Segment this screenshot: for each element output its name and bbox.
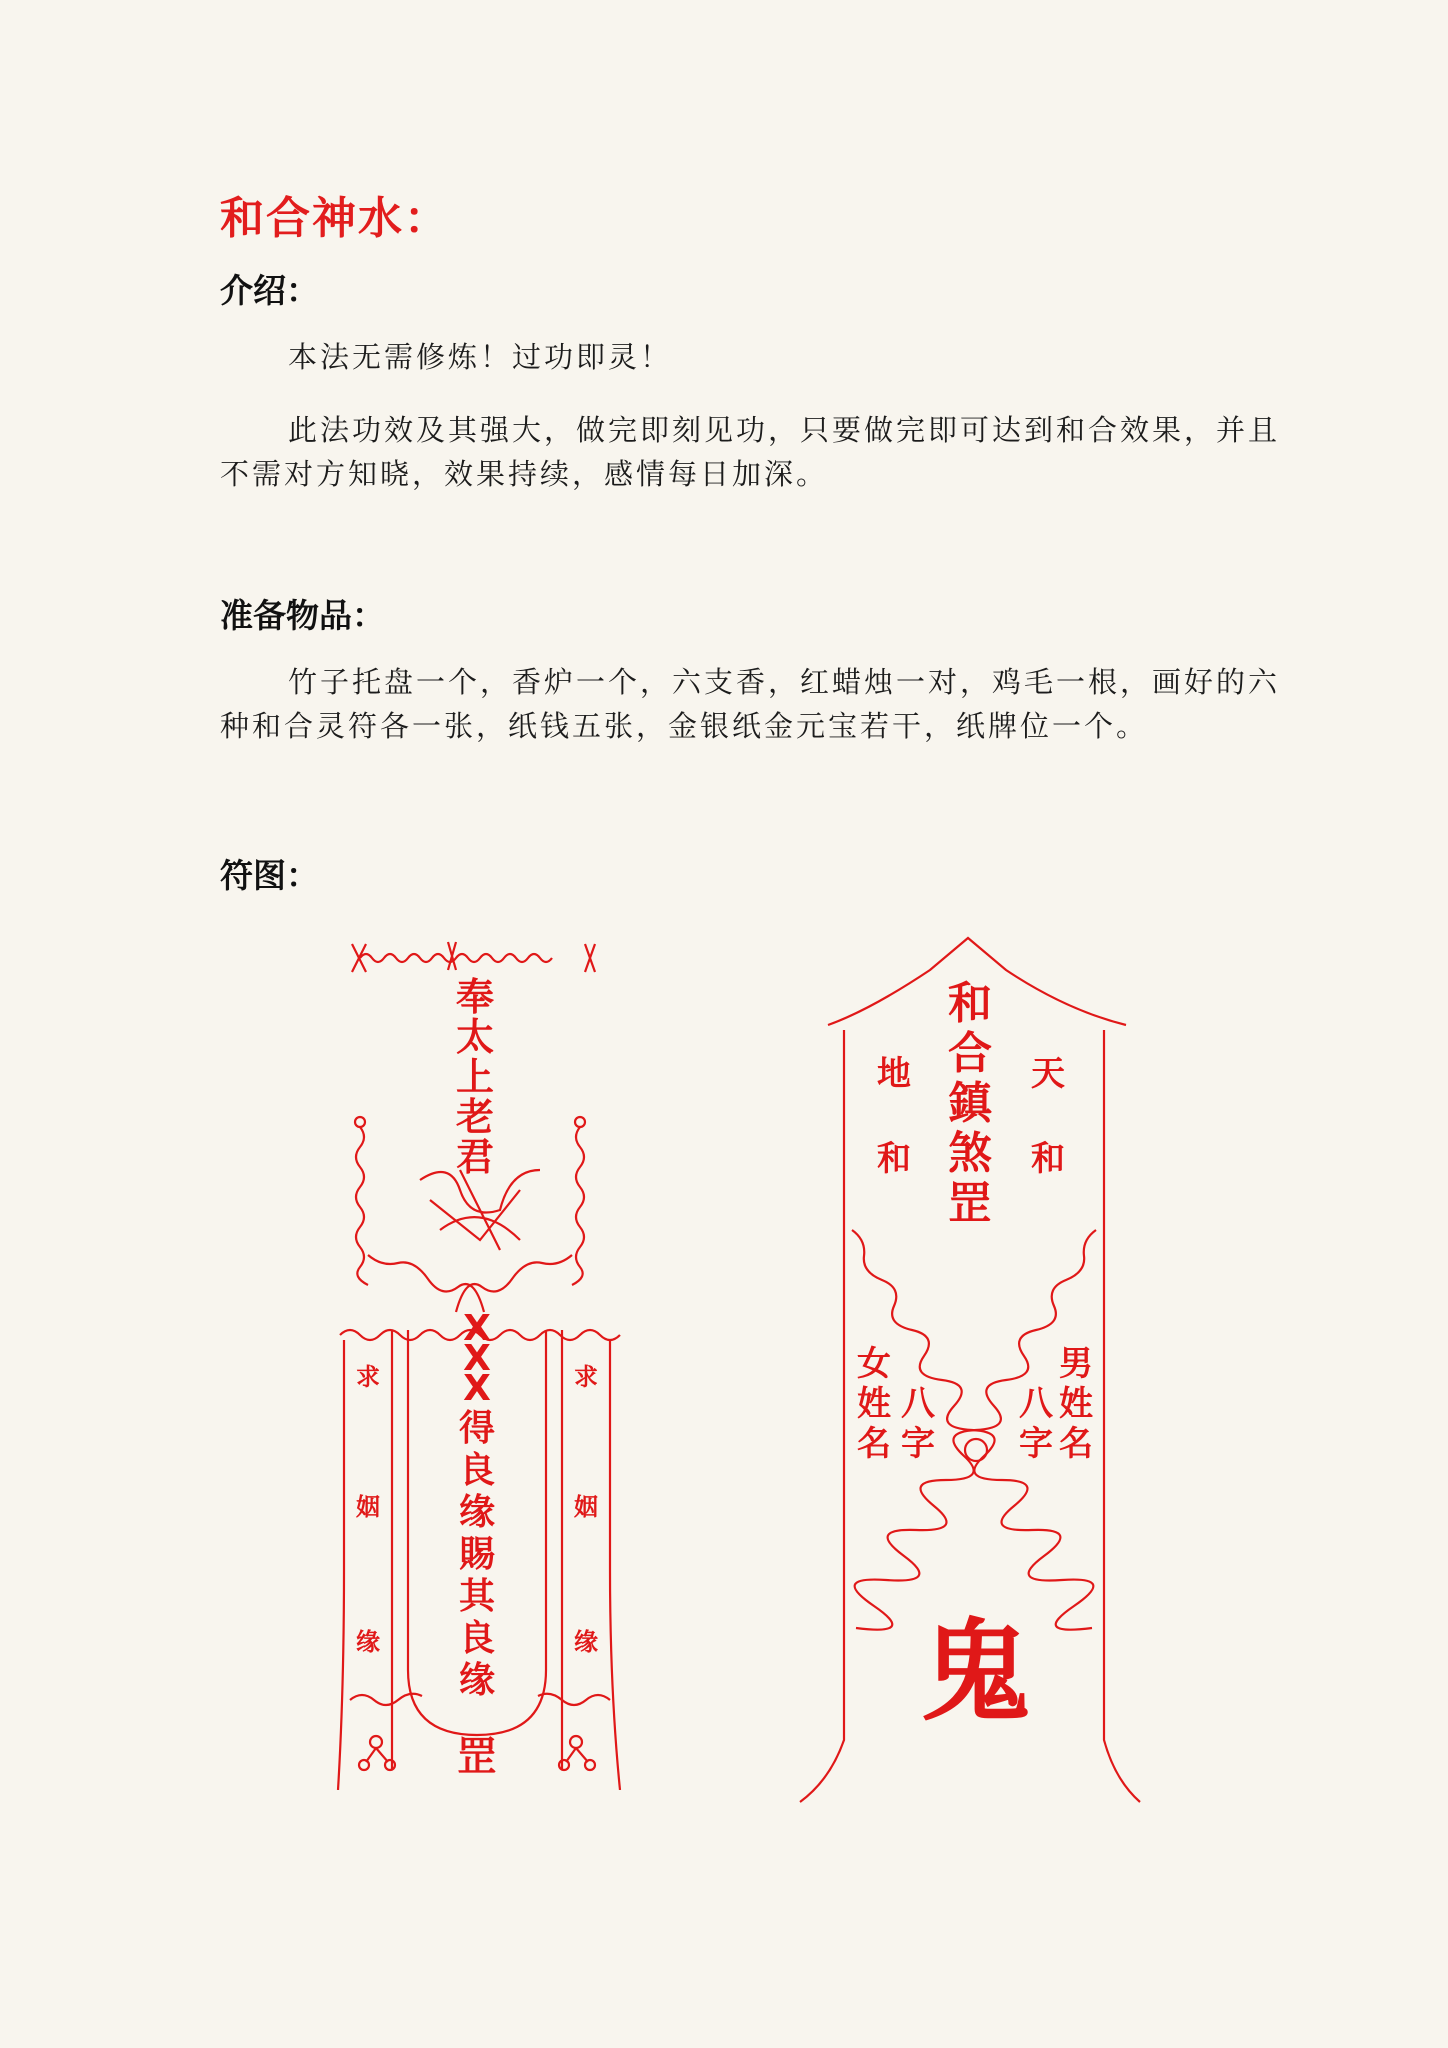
intro-paragraph-1: 本法无需修炼！过功即灵！ [288,340,673,374]
talisman-left [330,930,630,1790]
right-right-top-0: 天 [1031,1054,1065,1094]
right-male-bazi-1: 字 [1019,1424,1053,1464]
left-center-char-2: X [463,1368,491,1409]
right-center-char-4: 罡 [948,1178,992,1229]
right-center-char-2: 鎮 [948,1078,992,1129]
left-center-char-8: 良 [458,1618,496,1659]
right-right-top-1: 和 [1031,1139,1065,1179]
left-bottom-char: 罡 [457,1734,497,1780]
left-center-char-1: X [463,1338,491,1379]
materials-heading: 准备物品： [220,596,385,635]
left-top-char-0: 奉 [455,975,495,1019]
left-center-char-5: 缘 [458,1492,496,1533]
right-left-top-0: 地 [877,1054,911,1094]
intro-heading: 介绍： [220,271,319,310]
left-center-char-9: 缘 [458,1660,496,1701]
right-male-label-0: 男 [1059,1344,1093,1384]
left-center-char-3: 得 [458,1408,496,1449]
left-side-left-1: 姻 [356,1493,380,1521]
right-female-bazi-0: 八 [901,1384,935,1424]
left-side-right-1: 姻 [574,1493,598,1521]
right-male-bazi-0: 八 [1019,1384,1053,1424]
right-center-char-0: 和 [948,978,992,1029]
left-center-char-7: 其 [458,1576,496,1617]
right-center-char-1: 合 [948,1028,992,1079]
left-top-char-3: 老 [455,1095,495,1139]
right-male-label-2: 名 [1059,1424,1093,1464]
talismans-heading: 符图： [220,856,319,895]
right-left-top-1: 和 [877,1139,911,1179]
talisman-right [770,930,1150,1810]
left-center-char-0: X [463,1308,491,1349]
right-female-label-1: 姓 [857,1384,891,1424]
left-side-left-0: 求 [356,1363,380,1391]
left-side-right-2: 缘 [574,1628,598,1656]
left-center-char-6: 賜 [458,1534,496,1575]
right-center-circle [965,1439,987,1461]
page-title: 和合神水： [220,193,450,244]
left-side-left-2: 缘 [356,1628,380,1656]
intro-paragraph-2: 此法功效及其强大，做完即刻见功，只要做完即可达到和合效果，并且不需对方知晓，效果持续，感情每日加深。 [220,413,1281,491]
materials-paragraph: 竹子托盘一个，香炉一个，六支香，红蜡烛一对，鸡毛一根，画好的六种和合灵符各一张，纸钱五张，金银纸金元宝若干，纸牌位一个。 [220,665,1281,743]
left-top-zigzag [360,954,552,962]
left-center-char-4: 良 [458,1450,496,1491]
right-female-label-0: 女 [857,1344,891,1384]
right-male-label-1: 姓 [1059,1384,1093,1424]
left-top-char-4: 君 [455,1135,495,1179]
left-signature [420,1170,540,1250]
right-female-bazi-1: 字 [901,1424,935,1464]
right-female-label-2: 名 [857,1424,891,1464]
right-bottom-char: 鬼 [921,1608,1031,1736]
right-center-char-3: 煞 [948,1128,992,1179]
left-top-char-2: 上 [455,1055,495,1099]
left-side-right-0: 求 [574,1363,598,1391]
left-top-char-1: 太 [455,1015,495,1059]
